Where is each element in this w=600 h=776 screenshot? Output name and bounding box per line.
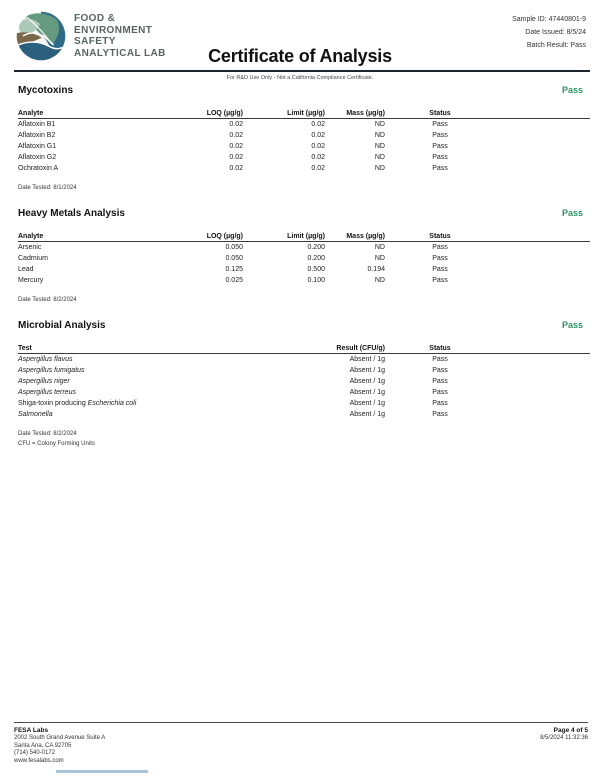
cell-status: Pass <box>432 132 448 139</box>
column-header-loq: LOQ (µg/g) <box>206 110 243 117</box>
section-notes <box>18 429 590 449</box>
cell-status: Pass <box>432 121 448 128</box>
date-issued: Date Issued: 8/5/24 <box>525 29 586 36</box>
section-heavy-metals <box>18 208 590 305</box>
cell-result: Absent / 1g <box>349 367 385 374</box>
cell-status: Pass <box>432 165 448 172</box>
column-header-result: Result (CFU/g) <box>336 345 385 352</box>
cell-status: Pass <box>432 143 448 150</box>
logo-line: FOOD & <box>74 13 116 24</box>
cell-analyte: Aflatoxin G2 <box>18 154 57 161</box>
footer-address-line: 2002 South Grand Avenue Suite A <box>14 735 106 741</box>
cell-result: Absent / 1g <box>349 400 385 407</box>
disclaimer-subtitle: For R&D Use Only - Not a California Compliance Certificate. <box>226 75 374 81</box>
cell-test <box>18 400 268 407</box>
cell-status: Pass <box>432 367 448 374</box>
section-title: Mycotoxins <box>18 85 74 96</box>
cell-limit: 0.02 <box>311 121 325 128</box>
cell-mass: ND <box>374 143 385 150</box>
footer-datetime: 8/5/2024 11:32:36 <box>540 735 588 741</box>
cell-analyte: Lead <box>18 266 34 273</box>
section-header <box>18 208 590 219</box>
logo-line: SAFETY <box>74 36 116 47</box>
cell-limit: 0.02 <box>311 165 325 172</box>
note-line: Date Tested: 8/2/2024 <box>18 431 77 437</box>
cell-test <box>18 389 268 396</box>
column-header-status: Status <box>429 110 451 117</box>
section-title: Microbial Analysis <box>18 320 106 331</box>
column-header-loq: LOQ (µg/g) <box>206 233 243 240</box>
test-name: Aspergillus terreus <box>18 389 76 396</box>
table-row <box>18 409 590 420</box>
footer-company: FESA Labs <box>14 727 49 734</box>
footer-address-line: Santa Ana, CA 92705 <box>14 742 72 749</box>
cell-test <box>18 411 268 418</box>
cell-loq: 0.050 <box>225 255 243 262</box>
table-row <box>18 365 590 376</box>
cell-limit: 0.200 <box>307 255 325 262</box>
note-line: Date Tested: 8/2/2024 <box>18 297 77 303</box>
section-notes <box>18 295 590 305</box>
column-header-analyte: Analyte <box>18 233 44 240</box>
coa-header <box>0 0 600 82</box>
cell-status: Pass <box>432 400 448 407</box>
bottom-blue-line <box>56 770 148 773</box>
footer-left <box>14 727 105 765</box>
cell-status: Pass <box>432 154 448 161</box>
table-row <box>18 275 590 286</box>
cell-loq: 0.02 <box>229 143 243 150</box>
cell-limit: 0.500 <box>307 266 325 273</box>
cell-status: Pass <box>432 244 448 251</box>
section-microbial <box>18 320 590 449</box>
footer-page-number: Page 4 of 5 <box>553 727 588 734</box>
column-header-mass: Mass (µg/g) <box>346 233 385 240</box>
logo-line: ENVIRONMENT <box>74 24 153 36</box>
cell-result: Absent / 1g <box>349 389 385 396</box>
cell-analyte: Ochratoxin A <box>18 165 59 172</box>
cell-loq: 0.025 <box>225 277 243 284</box>
test-name: Salmonella <box>18 411 53 418</box>
header-rule <box>14 70 590 72</box>
table-header-row <box>18 109 590 119</box>
column-header-analyte: Analyte <box>18 110 44 117</box>
section-header <box>18 85 590 96</box>
test-name: Aspergillus flavus <box>18 356 73 363</box>
table-row <box>18 387 590 398</box>
cell-test <box>18 356 268 363</box>
column-header-test: Test <box>18 345 32 352</box>
cell-loq: 0.02 <box>229 154 243 161</box>
cell-status: Pass <box>432 266 448 273</box>
section-mycotoxins <box>18 85 590 193</box>
test-name: Aspergillus fumigatus <box>18 367 85 374</box>
cell-mass: ND <box>374 121 385 128</box>
cell-status: Pass <box>432 255 448 262</box>
cell-analyte: Aflatoxin G1 <box>18 143 57 150</box>
table-row <box>18 242 590 253</box>
cell-limit: 0.02 <box>311 132 325 139</box>
section-header <box>18 320 590 331</box>
cell-status: Pass <box>432 389 448 396</box>
cell-status: Pass <box>432 411 448 418</box>
cell-loq: 0.02 <box>229 121 243 128</box>
cell-limit: 0.100 <box>307 277 325 284</box>
cell-result: Absent / 1g <box>349 356 385 363</box>
sample-id: Sample ID: 47440801-9 <box>512 16 586 23</box>
table-row <box>18 152 590 163</box>
cell-mass: ND <box>374 255 385 262</box>
footer-right <box>540 727 588 765</box>
test-name: Aspergillus niger <box>18 378 70 385</box>
cell-limit: 0.200 <box>307 244 325 251</box>
cell-loq: 0.02 <box>229 132 243 139</box>
cell-test <box>18 367 268 374</box>
cell-mass: 0.194 <box>367 266 385 273</box>
cell-limit: 0.02 <box>311 143 325 150</box>
column-header-limit: Limit (µg/g) <box>287 233 325 240</box>
page-footer <box>14 722 588 765</box>
column-header-mass: Mass (µg/g) <box>346 110 385 117</box>
cell-analyte: Aflatoxin B2 <box>18 132 56 139</box>
cell-mass: ND <box>374 244 385 251</box>
cell-loq: 0.050 <box>225 244 243 251</box>
column-header-status: Status <box>429 345 451 352</box>
cell-mass: ND <box>374 277 385 284</box>
cell-status: Pass <box>432 356 448 363</box>
table-row <box>18 264 590 275</box>
page-title: Certificate of Analysis <box>208 46 392 66</box>
table-row <box>18 354 590 365</box>
footer-phone: (714) 540-0172 <box>14 750 56 756</box>
cell-status: Pass <box>432 277 448 284</box>
cell-test <box>18 378 268 385</box>
cell-analyte: Cadmium <box>18 255 48 262</box>
section-status-badge: Pass <box>561 85 583 95</box>
report-body <box>0 82 600 449</box>
table-row <box>18 398 590 409</box>
results-table <box>18 232 590 286</box>
section-notes <box>18 183 590 193</box>
table-row <box>18 141 590 152</box>
section-title: Heavy Metals Analysis <box>18 208 125 219</box>
table-header-row <box>18 232 590 242</box>
table-row <box>18 253 590 264</box>
test-name-prefix: Shiga-toxin producing <box>18 400 88 407</box>
cell-mass: ND <box>374 165 385 172</box>
column-header-limit: Limit (µg/g) <box>287 110 325 117</box>
batch-result: Batch Result: Pass <box>526 42 586 49</box>
table-row <box>18 163 590 174</box>
cell-result: Absent / 1g <box>349 411 385 418</box>
table-row <box>18 130 590 141</box>
footer-website: www.fesalabs.com <box>14 757 64 764</box>
note-line: CFU = Colony Forming Units <box>18 441 95 447</box>
results-table <box>18 344 590 420</box>
cell-analyte: Arsenic <box>18 244 42 251</box>
cell-result: Absent / 1g <box>349 378 385 385</box>
cell-mass: ND <box>374 132 385 139</box>
cell-status: Pass <box>432 378 448 385</box>
section-status-badge: Pass <box>561 320 583 330</box>
cell-loq: 0.02 <box>229 165 243 172</box>
note-line: Date Tested: 8/1/2024 <box>18 185 77 191</box>
logo-line: ANALYTICAL LAB <box>74 47 166 59</box>
table-header-row <box>18 344 590 354</box>
results-table <box>18 109 590 174</box>
table-row <box>18 376 590 387</box>
cell-mass: ND <box>374 154 385 161</box>
cell-analyte: Mercury <box>18 277 44 284</box>
cell-analyte: Aflatoxin B1 <box>18 121 56 128</box>
cell-loq: 0.125 <box>225 266 243 273</box>
table-row <box>18 119 590 130</box>
cell-limit: 0.02 <box>311 154 325 161</box>
test-name: Escherichia coli <box>87 400 137 407</box>
column-header-status: Status <box>429 233 451 240</box>
section-status-badge: Pass <box>561 208 583 218</box>
